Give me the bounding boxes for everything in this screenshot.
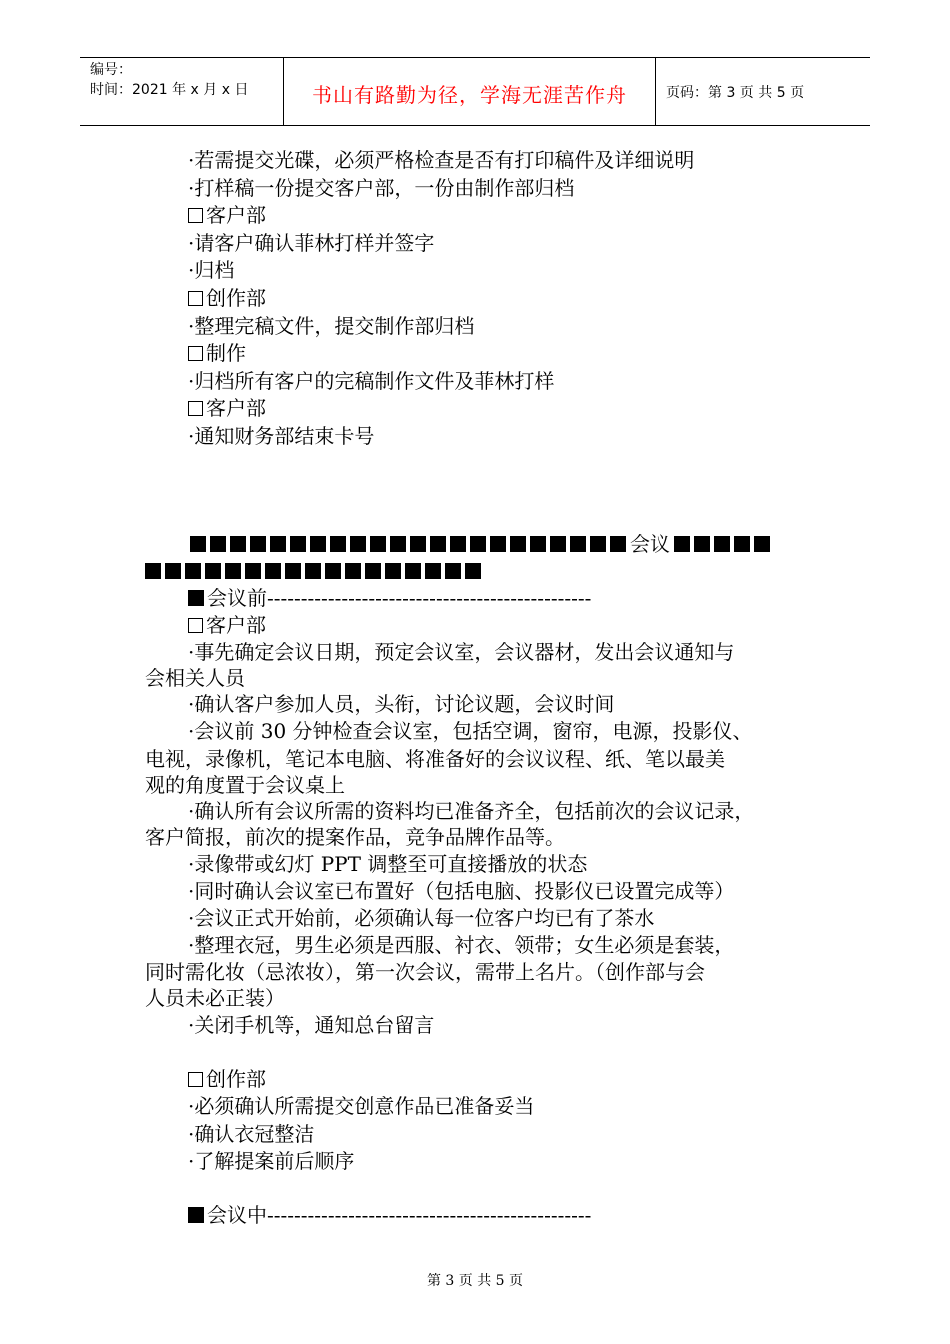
filled-square-icon <box>188 590 204 606</box>
bullet-item: ·必须确认所需提交创意作品已准备妥当 <box>188 1094 535 1118</box>
bullet-item: ·通知财务部结束卡号 <box>188 424 375 448</box>
bullet-item: ·确认衣冠整洁 <box>188 1122 315 1146</box>
bullet-item: ·确认所有会议所需的资料均已准备齐全，包括前次的会议记录， <box>188 799 755 823</box>
bullet-item: ·了解提案前后顺序 <box>188 1149 355 1173</box>
section-title-cont <box>145 557 485 585</box>
dept-heading: 客户部 <box>188 394 266 422</box>
header-page-info: 页码：第 3 页 共 5 页 <box>666 85 805 101</box>
checkbox-icon <box>188 618 203 633</box>
header-motto: 书山有路勤为径，学海无涯苦作舟 <box>312 83 627 107</box>
dept-heading: 创作部 <box>188 1065 266 1093</box>
header-meta <box>90 60 248 100</box>
bullet-item: ·会议正式开始前，必须确认每一位客户均已有了茶水 <box>188 906 655 930</box>
dept-heading: 制作 <box>188 339 246 367</box>
filled-square-icon <box>188 1207 204 1223</box>
time-label: 时间：2021 年 x 月 x 日 <box>90 82 249 98</box>
dept-heading: 客户部 <box>188 611 266 639</box>
bullet-item: ·若需提交光碟，必须严格检查是否有打印稿件及详细说明 <box>188 148 695 172</box>
bullet-item-cont: 观的角度置于会议桌上 <box>145 773 345 797</box>
bullet-item-cont: 电视，录像机，笔记本电脑、将准备好的会议议程、纸、笔以最美 <box>145 747 725 771</box>
bullet-item: ·录像带或幻灯 PPT 调整至可直接播放的状态 <box>188 852 588 876</box>
bullet-item-cont: 人员未必正装） <box>145 986 285 1010</box>
bullet-item-cont: 会相关人员 <box>145 666 245 690</box>
during-meeting-heading: 会议中------------------------------------------------ <box>188 1201 591 1229</box>
bullet-item: ·归档 <box>188 258 235 282</box>
dept-heading: 客户部 <box>188 201 266 229</box>
bullet-item: ·事先确定会议日期，预定会议室，会议器材，发出会议通知与 <box>188 640 735 664</box>
page-header <box>80 57 870 126</box>
checkbox-icon <box>188 1072 203 1087</box>
bullet-item: ·关闭手机等，通知总台留言 <box>188 1013 435 1037</box>
bullet-item: ·整理完稿文件，提交制作部归档 <box>188 314 475 338</box>
bullet-item: ·确认客户参加人员，头衔，讨论议题，会议时间 <box>188 692 615 716</box>
bullet-item: ·同时确认会议室已布置好（包括电脑、投影仪已设置完成等） <box>188 879 735 903</box>
before-meeting-heading: 会议前------------------------------------------------ <box>188 584 591 612</box>
bullet-item: ·打样稿一份提交客户部，一份由制作部归档 <box>188 176 575 200</box>
page-footer: 第 3 页 共 5 页 <box>426 1273 524 1289</box>
checkbox-icon <box>188 291 203 306</box>
doc-number-label: 编号： <box>90 62 132 78</box>
checkbox-icon <box>188 401 203 416</box>
bullet-item-cont: 客户简报，前次的提案作品，竞争品牌作品等。 <box>145 825 565 849</box>
header-divider <box>655 58 656 125</box>
bullet-item: ·整理衣冠，男生必须是西服、衬衣、领带；女生必须是套装， <box>188 933 735 957</box>
section-title <box>190 530 774 558</box>
bullet-item: ·归档所有客户的完稿制作文件及菲林打样 <box>188 369 555 393</box>
checkbox-icon <box>188 208 203 223</box>
checkbox-icon <box>188 346 203 361</box>
bullet-item-cont: 同时需化妆（忌浓妆），第一次会议，需带上名片。（创作部与会 <box>145 960 705 984</box>
bullet-item: ·会议前 30 分钟检查会议室，包括空调，窗帘，电源，投影仪、 <box>188 719 753 743</box>
dept-heading: 创作部 <box>188 284 266 312</box>
section-title-text: 会议 <box>630 532 670 556</box>
bullet-item: ·请客户确认菲林打样并签字 <box>188 231 435 255</box>
